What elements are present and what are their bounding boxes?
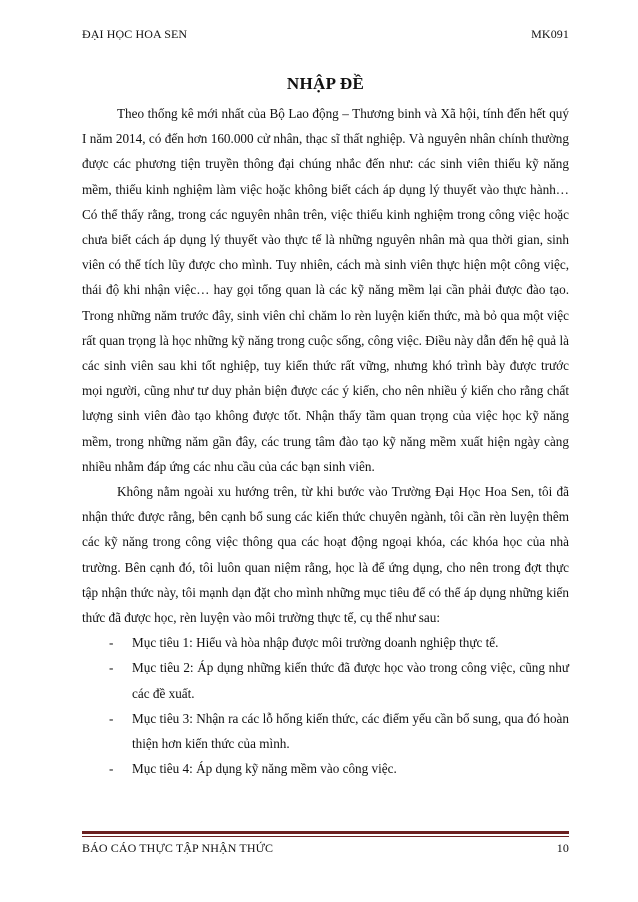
list-dash: - bbox=[109, 710, 114, 726]
page-footer bbox=[82, 840, 569, 856]
paragraph-intro: Theo thống kê mới nhất của Bộ Lao động – Thương binh và Xã hội, tính đến hết quý I năm 2014, có đến hơn 160.000 cử nhân, thạc sĩ thất nghiệp. Và nguyên nhân chính thường được các phương tiện truyền thông đại chúng nhắc đến như: các sinh viên thiếu kỹ năng mềm, thiếu kinh nghiệm làm việc hoặc không biết cách áp dụng lý thuyết vào thực hành… Có thể thấy rằng, trong các nguyên nhân trên, việc thiếu kinh nghiệm trong công việc hoặc chưa biết cách áp dụng lý thuyết vào thực tế là những nguyên nhân mà qua thời gian, sinh viên có thể tích lũy được cho mình. Tuy nhiên, cách mà sinh viên thực hiện một công việc, thái độ khi nhận việc… hay gọi tổng quan là các kỹ năng mềm lại cần phải được đào tạo. Trong những năm trước đây, sinh viên chỉ chăm lo rèn luyện kiến thức, mà bỏ qua một việc rất quan trọng là học những kỹ năng trong cuộc sống, công việc. Điều này dẫn đến hệ quả là các sinh viên sau khi tốt nghiệp, tuy kiến thức rất vững, nhưng khó trình bày được trước mọi người, cũng như tư duy phản biện được các ý kiến, cho nên nhiều ý kiến cho rằng chất lượng sinh viên đào tạo không được tốt. Nhận thấy tầm quan trọng của việc học kỹ năng mềm, trong những năm gần đây, các trung tâm đào tạo kỹ năng mềm xuất hiện ngày càng nhiều nhằm đáp ứng các nhu cầu của các bạn sinh viên. bbox=[82, 106, 569, 474]
goal-item-2 bbox=[82, 655, 569, 705]
goal-text-1: Mục tiêu 1: Hiểu và hòa nhập được môi trường doanh nghiệp thực tế. bbox=[132, 635, 499, 651]
footer-rule-thick bbox=[82, 831, 569, 834]
paragraph-goals-intro: Không nằm ngoài xu hướng trên, từ khi bước vào Trường Đại Học Hoa Sen, tôi đã nhận thức được rằng, bên cạnh bổ sung các kiến thức chuyên ngành, tôi cần rèn luyện thêm các kỹ năng trong công việc thông qua các hoạt động ngoại khóa, các khóa học của nhà trường. Bên cạnh đó, tôi luôn quan niệm rằng, học là để ứng dụng, cho nên trong đợt thực tập nhận thức này, tôi mạnh dạn đặt cho mình những mục tiêu để có thể áp dụng những kiến thức đã được học, rèn luyện vào môi trường thực tế, cụ thể như sau: bbox=[82, 484, 569, 626]
goal-item-4 bbox=[82, 756, 569, 781]
footer-report-title: BÁO CÁO THỰC TẬP NHẬN THỨC bbox=[82, 841, 274, 855]
section-title: NHẬP ĐỀ bbox=[286, 74, 365, 93]
page-number: 10 bbox=[556, 841, 569, 855]
header-course-code: MK091 bbox=[531, 27, 569, 41]
goal-item-1 bbox=[82, 630, 569, 655]
goal-item-3 bbox=[82, 706, 569, 756]
goal-text-4: Mục tiêu 4: Áp dụng kỹ năng mềm vào công việc. bbox=[132, 761, 397, 777]
goal-text-3: Mục tiêu 3: Nhận ra các lỗ hổng kiến thức, các điểm yếu cần bổ sung, qua đó hoàn thiện hơn kiến thức của mình. bbox=[132, 710, 569, 752]
list-dash: - bbox=[109, 635, 114, 651]
goal-text-2: Mục tiêu 2: Áp dụng những kiến thức đã được học vào trong công việc, cũng như các đề xuất. bbox=[132, 660, 569, 701]
list-dash: - bbox=[109, 761, 114, 777]
body-text bbox=[82, 101, 569, 781]
header-university-name: ĐẠI HỌC HOA SEN bbox=[82, 27, 188, 41]
footer-rule-thin bbox=[82, 836, 569, 837]
page-header bbox=[82, 26, 569, 42]
list-dash: - bbox=[109, 660, 114, 676]
